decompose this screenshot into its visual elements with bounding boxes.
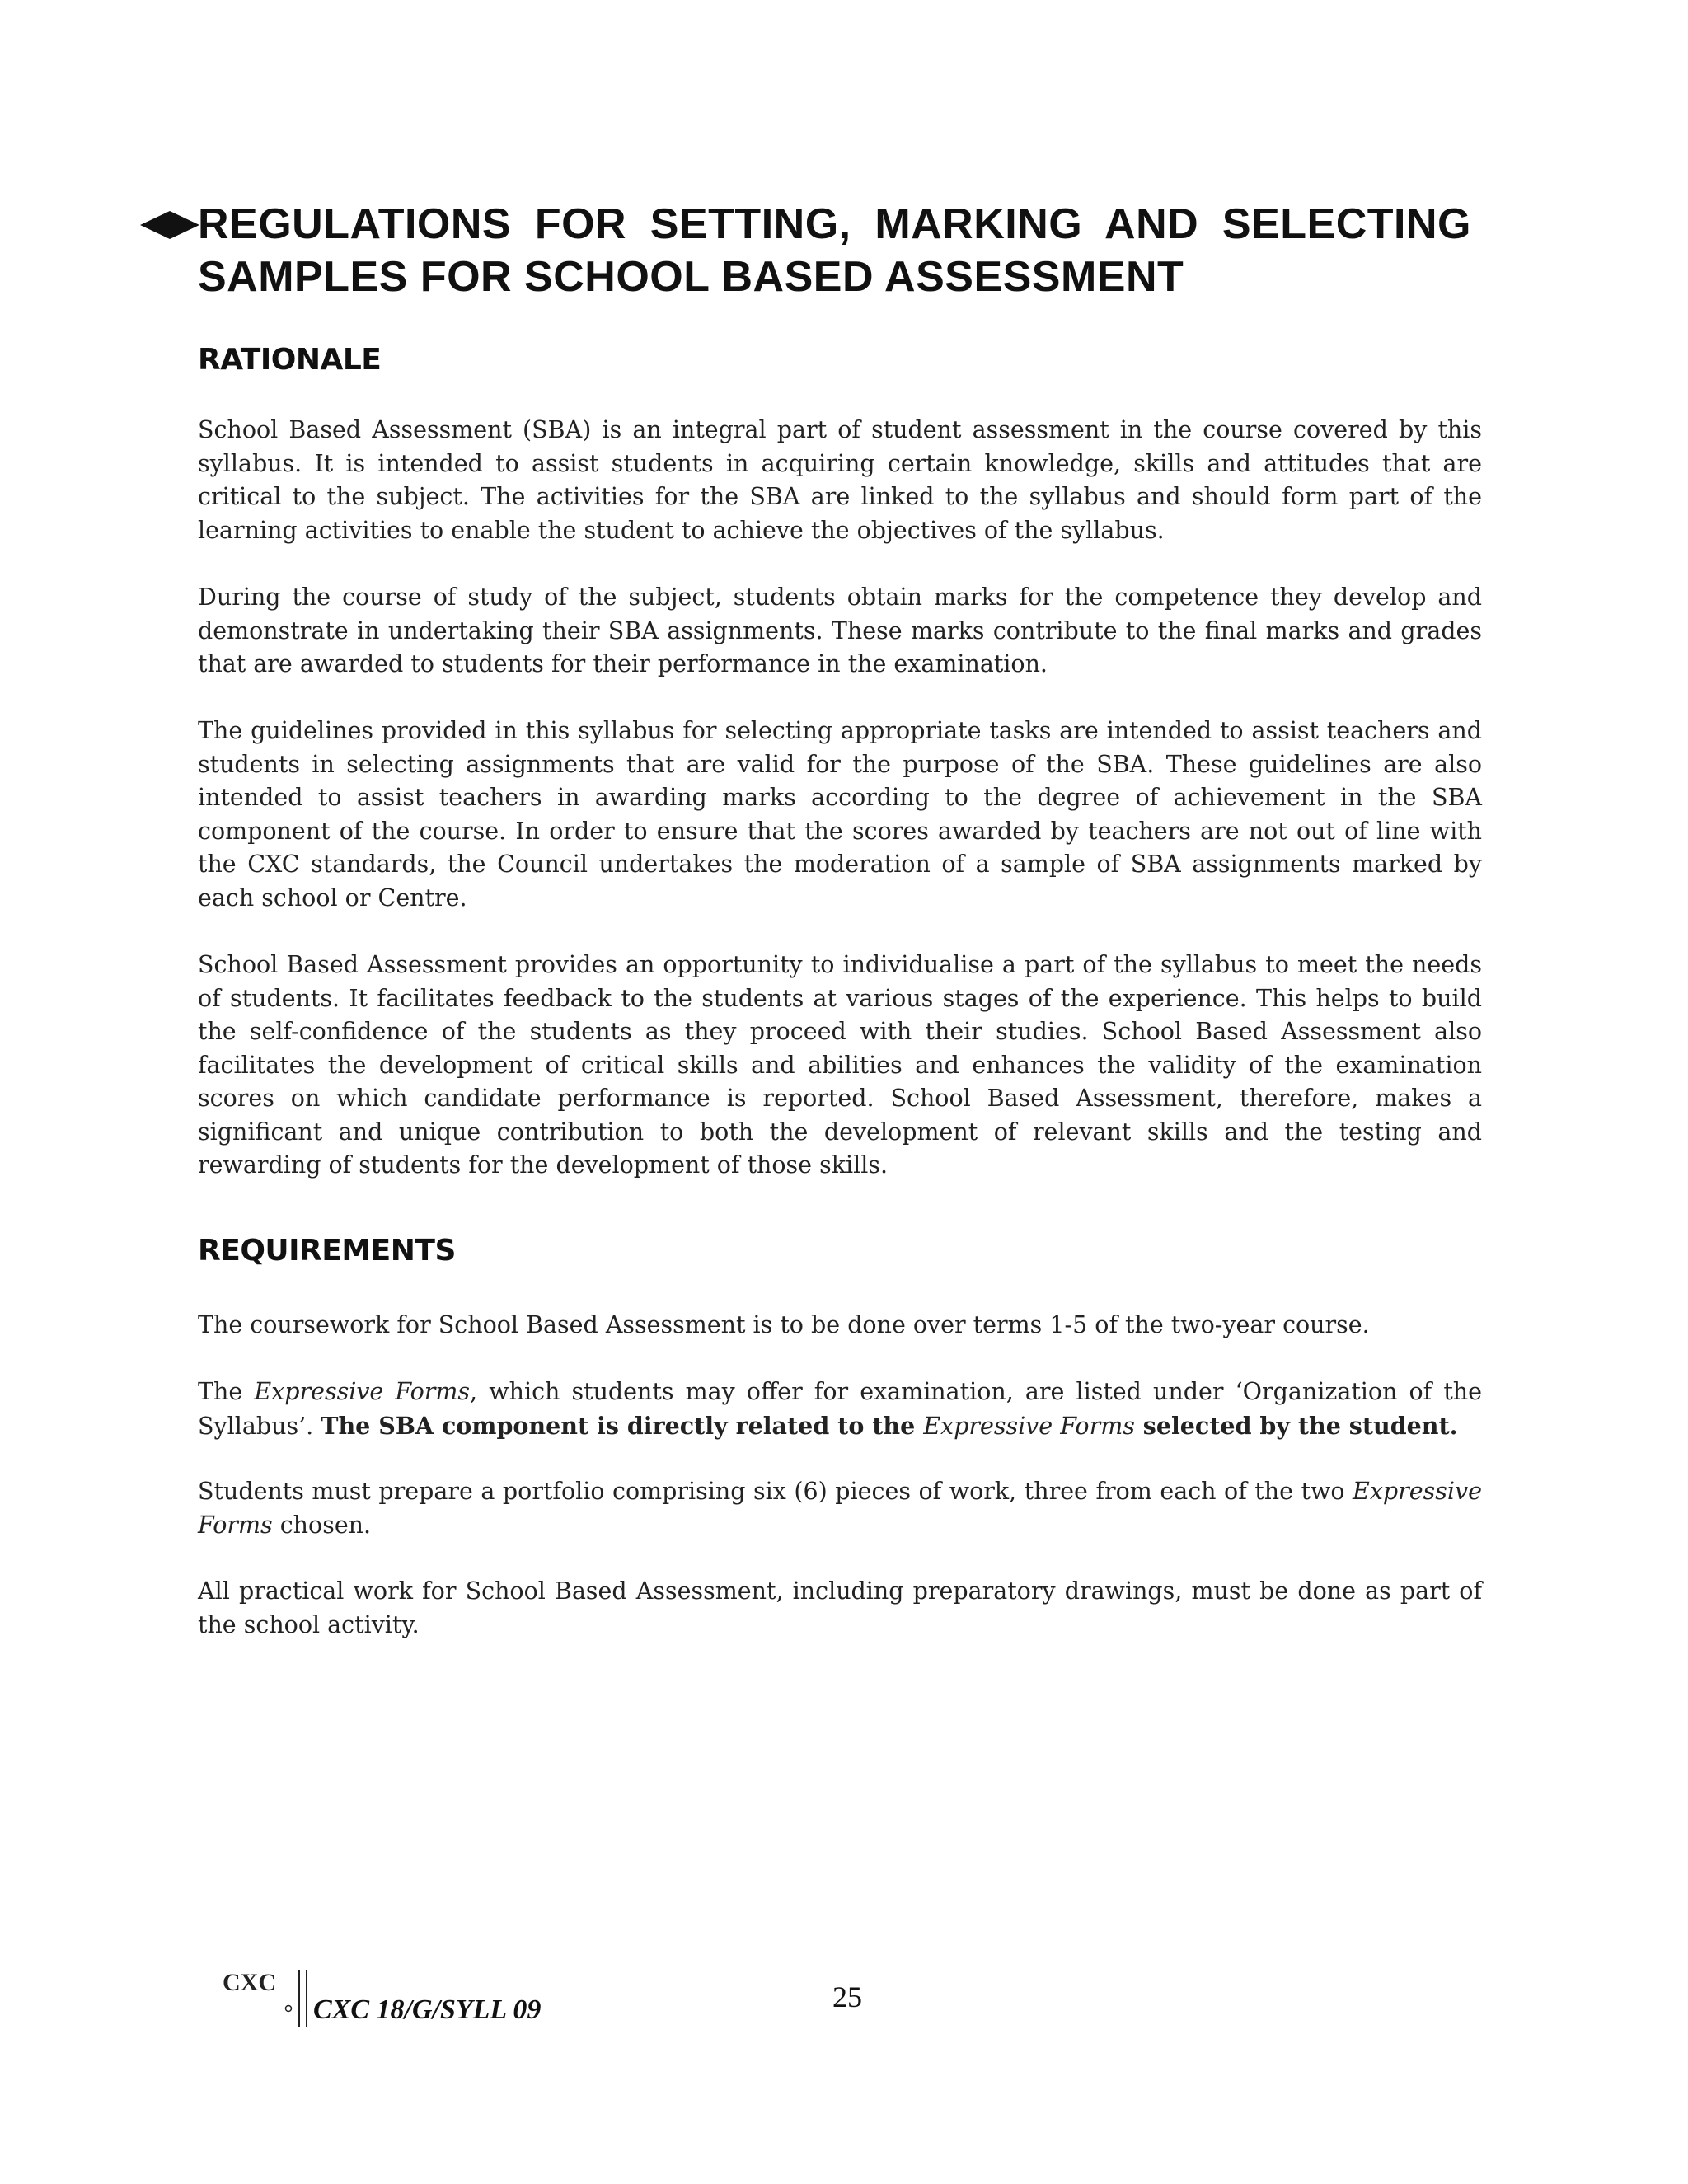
footer-divider xyxy=(298,1970,307,2027)
requirements-paragraph-4: All practical work for School Based Assessment, including preparatory drawings, must be done as part of the school activity. xyxy=(198,1577,1482,1638)
page-title xyxy=(198,198,1471,303)
diamond-bullet-icon xyxy=(140,211,199,239)
page-number: 25 xyxy=(832,1980,862,2013)
expressive-forms-term: Expressive Forms xyxy=(254,1378,471,1405)
rationale-paragraph-1: School Based Assessment (SBA) is an integral part of student assessment in the course covered by this syllabus. It is intended to assist students in acquiring certain knowledge, skills and attitudes that are critical to the subject. The activities for the SBA are linked to the syllabus and should form part of the learning activities to enable the student to achieve the objectives of the syllabus. xyxy=(198,416,1482,544)
expressive-forms-term: Expressive Forms xyxy=(198,1478,1482,1539)
rationale-paragraph-3: The guidelines provided in this syllabus for selecting appropriate tasks are intended to assist teachers and students in selecting assignments that are valid for the purpose of the SBA. These guidelines are also intended to assist teachers in awarding marks according to the degree of achievement in the SBA component of the course. In order to ensure that the scores awarded by teachers are not out of line with the CXC standards, the Council undertakes the moderation of a sample of SBA assignments marked by each school or Centre. xyxy=(198,717,1482,912)
requirements-paragraph-2: The Expressive Forms, which students may offer for examination, are listed under ‘Organization of the Syllabus’. The SBA component is directly related to the Expressive Forms selected by the student. xyxy=(198,1378,1482,1440)
syllabus-code: CXC 18/G/SYLL 09 xyxy=(313,1994,542,2025)
expressive-forms-term: Expressive Forms xyxy=(923,1412,1135,1440)
requirements-paragraph-3: Students must prepare a portfolio comprising six (6) pieces of work, three from each of the two Expressive Forms chosen. xyxy=(198,1478,1482,1539)
rationale-heading: RATIONALE xyxy=(198,343,382,377)
rationale-paragraph-4: School Based Assessment provides an opportunity to individualise a part of the syllabus to meet the needs of students. It facilitates feedback to the students at various stages of the experience. This helps to build the self-confidence of the students as they proceed with their studies. School Based Assessment also facilitates the development of critical skills and abilities and enhances the validity of the examination scores on which candidate performance is reported. School Based Assessment, therefore, makes a significant and unique contribution to both the development of relevant skills and the testing and rewarding of students for the development of those skills. xyxy=(198,951,1482,1179)
requirements-heading: REQUIREMENTS xyxy=(198,1234,456,1268)
title-line-1: REGULATIONS FOR SETTING, MARKING AND SELECTING xyxy=(198,200,1471,248)
logo-text: CXC xyxy=(223,1969,276,1996)
title-line-2: SAMPLES FOR SCHOOL BASED ASSESSMENT xyxy=(198,253,1184,301)
rationale-paragraph-2: During the course of study of the subject, students obtain marks for the competence they develop and demonstrate in undertaking their SBA assignments. These marks contribute to the final marks and grades that are awarded to students for their performance in the examination. xyxy=(198,583,1482,677)
requirements-paragraph-1: The coursework for School Based Assessment is to be done over terms 1-5 of the two-year course. xyxy=(198,1311,1370,1338)
cxc-logo xyxy=(221,1966,295,2015)
